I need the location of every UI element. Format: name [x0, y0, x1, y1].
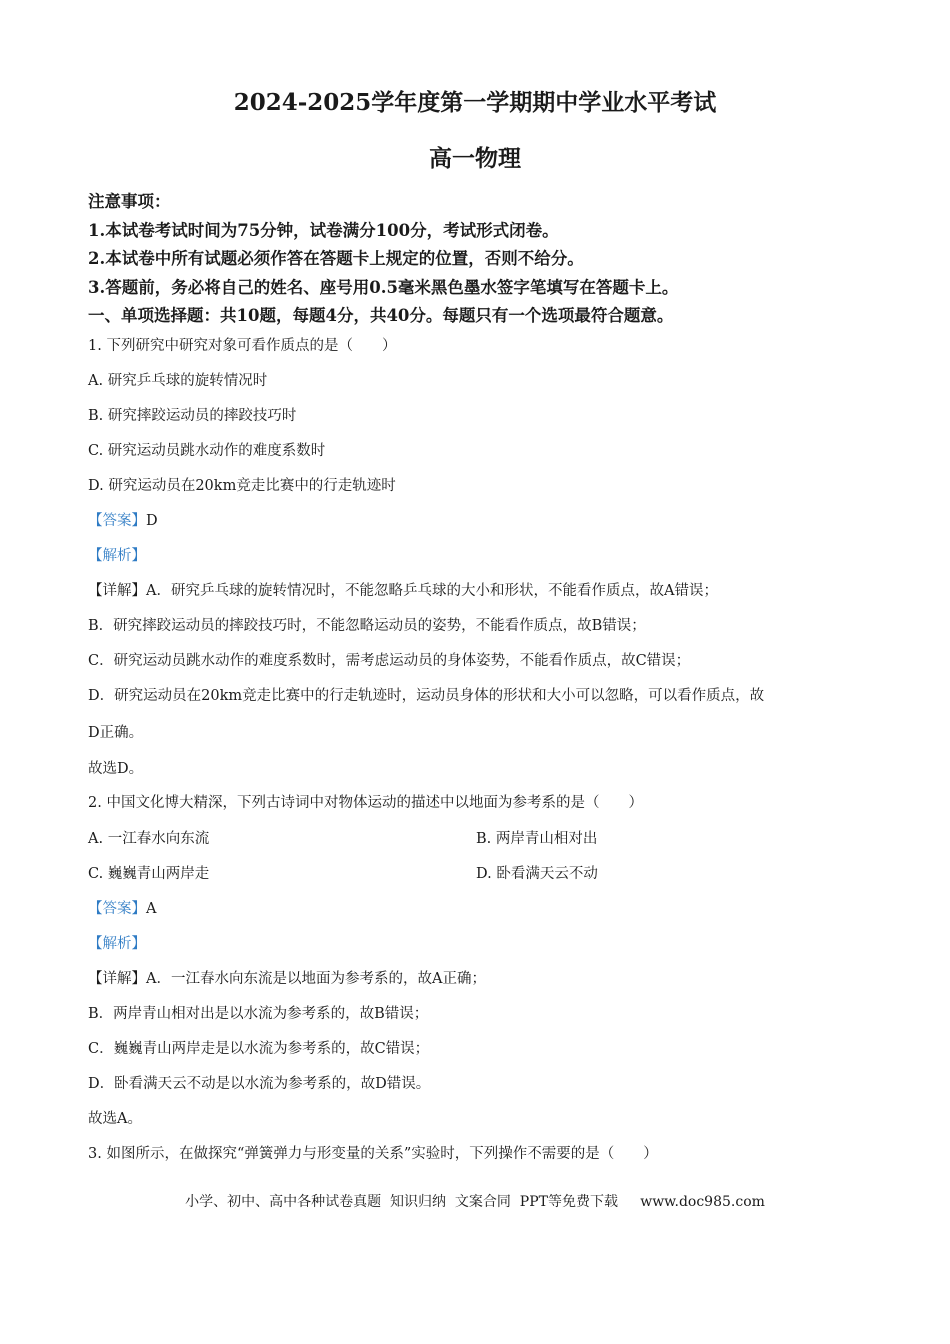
detail-line: 故选D。	[88, 761, 144, 777]
detail-line: 【详解】A．一江春水向东流是以地面为参考系的，故A正确；	[88, 971, 486, 987]
detail-line: D正确。	[88, 725, 144, 741]
detail-line: C．研究运动员跳水动作的难度系数时，需考虑运动员的身体姿势，不能看作质点，故C错误；	[88, 653, 691, 669]
detail-line: 故选A。	[88, 1111, 142, 1127]
question-stem: 3. 如图所示，在做探究“弹簧弹力与形变量的关系”实验时，下列操作不需要的是（ ）	[88, 1146, 658, 1162]
option-d: D. 卧看满天云不动	[476, 866, 598, 882]
analysis-label: 【解析】	[88, 936, 146, 952]
answer-value: D	[146, 513, 158, 529]
answer-value: A	[146, 901, 157, 917]
question-stem: 1. 下列研究中研究对象可看作质点的是（ ）	[88, 338, 397, 354]
detail-line: D．研究运动员在20km竞走比赛中的行走轨迹时，运动员身体的形状和大小可以忽略，可以看作质点，故	[88, 688, 765, 704]
detail-line: B．研究摔跤运动员的摔跤技巧时，不能忽略运动员的姿势，不能看作质点，故B错误；	[88, 618, 646, 634]
answer-line	[88, 897, 156, 918]
answer-label: 【答案】	[88, 901, 146, 917]
option-c: C. 巍巍青山两岸走	[88, 866, 210, 882]
exam-subtitle: 高一物理	[429, 145, 521, 172]
page-footer: 小学、初中、高中各种试卷真题 知识归纳 文案合同 PPT等免费下载 www.doc985.com	[185, 1194, 765, 1210]
answer-line	[88, 509, 158, 530]
notice-item: 2.本试卷中所有试题必须作答在答题卡上规定的位置，否则不给分。	[88, 249, 584, 268]
option-d: D. 研究运动员在20km竞走比赛中的行走轨迹时	[88, 478, 396, 494]
detail-line: B．两岸青山相对出是以水流为参考系的，故B错误；	[88, 1006, 429, 1022]
option-a: A. 研究乒乓球的旋转情况时	[88, 373, 268, 389]
analysis-label: 【解析】	[88, 548, 146, 564]
notice-item: 3.答题前，务必将自己的姓名、座号用0.5毫米黑色墨水签字笔填写在答题卡上。	[88, 278, 679, 297]
notice-item: 1.本试卷考试时间为75分钟，试卷满分100分，考试形式闭卷。	[88, 221, 559, 240]
answer-label: 【答案】	[88, 513, 146, 529]
notice-heading: 注意事项：	[88, 192, 171, 211]
option-c: C. 研究运动员跳水动作的难度系数时	[88, 443, 326, 459]
option-a: A. 一江春水向东流	[88, 831, 210, 847]
exam-title: 2024-2025学年度第一学期期中学业水平考试	[233, 89, 717, 116]
section-heading: 一、单项选择题：共10题，每题4分，共40分。每题只有一个选项最符合题意。	[88, 306, 674, 325]
detail-line: 【详解】A．研究乒乓球的旋转情况时，不能忽略乒乓球的大小和形状，不能看作质点，故A错误；	[88, 583, 718, 599]
option-b: B. 研究摔跤运动员的摔跤技巧时	[88, 408, 297, 424]
option-b: B. 两岸青山相对出	[476, 831, 598, 847]
detail-line: C．巍巍青山两岸走是以水流为参考系的，故C错误；	[88, 1041, 430, 1057]
detail-line: D．卧看满天云不动是以水流为参考系的，故D错误。	[88, 1076, 431, 1092]
question-stem: 2. 中国文化博大精深，下列古诗词中对物体运动的描述中以地面为参考系的是（ ）	[88, 795, 643, 811]
